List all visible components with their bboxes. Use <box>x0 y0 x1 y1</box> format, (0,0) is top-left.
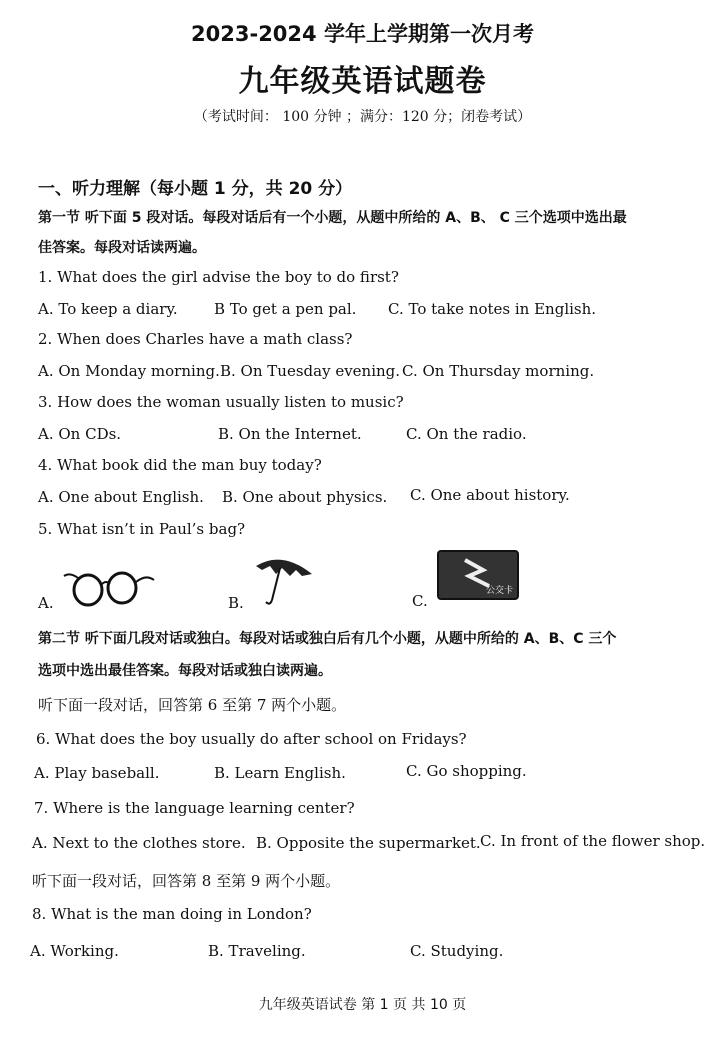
part2-instruction-line2: 选项中选出最佳答案。每段对话或独白读两遍。 <box>38 663 332 679</box>
part1-instruction-line1: 第一节 听下面 5 段对话。每段对话后有一个小题，从题中所给的 A、B、 C 三个选项中选出最 <box>38 210 627 226</box>
q4-option-c: C. One about history. <box>410 486 570 504</box>
question-6: 6. What does the boy usually do after school on Fridays? <box>36 730 467 748</box>
q6-option-b: B. Learn English. <box>214 764 346 782</box>
q8-option-b: B. Traveling. <box>208 942 306 960</box>
q3-option-b: B. On the Internet. <box>218 425 362 443</box>
exam-title-line1: 2023-2024 学年上学期第一次月考 <box>191 22 534 46</box>
q4-option-a: A. One about English. <box>38 488 204 506</box>
part1-instruction-line2: 佳答案。每段对话读两遍。 <box>38 240 206 256</box>
umbrella-icon <box>252 554 316 610</box>
q6-option-a: A. Play baseball. <box>34 764 160 782</box>
q4-option-b: B. One about physics. <box>222 488 388 506</box>
q5-option-a: A. <box>38 594 54 612</box>
section-heading-listening: 一、听力理解（每小题 1 分，共 20 分） <box>38 179 353 199</box>
q2-option-a: A. On Monday morning. <box>38 362 220 380</box>
question-1: 1. What does the girl advise the boy to do first? <box>38 268 399 286</box>
q8-option-a: A. Working. <box>30 942 119 960</box>
q1-option-a: A. To keep a diary. <box>38 300 178 318</box>
q3-option-a: A. On CDs. <box>38 425 122 443</box>
dialogue-8-9-prompt: 听下面一段对话，回答第 8 至第 9 两个小题。 <box>32 872 341 890</box>
question-8: 8. What is the man doing in London? <box>32 905 312 923</box>
q3-option-c: C. On the radio. <box>406 425 527 443</box>
q1-option-b: B To get a pen pal. <box>214 300 357 318</box>
bus-card-label: 公交卡 <box>485 586 513 596</box>
question-4: 4. What book did the man buy today? <box>38 456 322 474</box>
exam-info: （考试时间： 100 分钟 ；满分：120 分；闭卷考试） <box>193 109 532 125</box>
bus-card-icon <box>437 550 519 600</box>
question-7: 7. Where is the language learning center? <box>34 799 355 817</box>
q5-option-b: B. <box>228 594 244 612</box>
part2-instruction-line1: 第二节 听下面几段对话或独白。每段对话或独白后有几个小题，从题中所给的 A、B、C 三个 <box>38 631 617 647</box>
question-5: 5. What isn’t in Paul’s bag? <box>38 520 246 538</box>
q5-option-c: C. <box>412 592 428 610</box>
question-3: 3. How does the woman usually listen to music? <box>38 393 404 411</box>
dialogue-6-7-prompt: 听下面一段对话，回答第 6 至第 7 两个小题。 <box>38 696 347 714</box>
q7-option-b: B. Opposite the supermarket. <box>256 834 481 852</box>
q7-option-a: A. Next to the clothes store. <box>32 834 246 852</box>
q6-option-c: C. Go shopping. <box>406 762 527 780</box>
q7-option-c: C. In front of the flower shop. <box>480 832 706 850</box>
q8-option-c: C. Studying. <box>410 942 504 960</box>
question-2: 2. When does Charles have a math class? <box>38 330 353 348</box>
page-footer: 九年级英语试卷 第 1 页 共 10 页 <box>258 997 467 1013</box>
exam-title-line2: 九年级英语试题卷 <box>238 64 487 99</box>
glasses-icon <box>60 566 156 612</box>
q1-option-c: C. To take notes in English. <box>388 300 597 318</box>
q2-option-c: C. On Thursday morning. <box>402 362 595 380</box>
q2-option-b: B. On Tuesday evening. <box>220 362 401 380</box>
